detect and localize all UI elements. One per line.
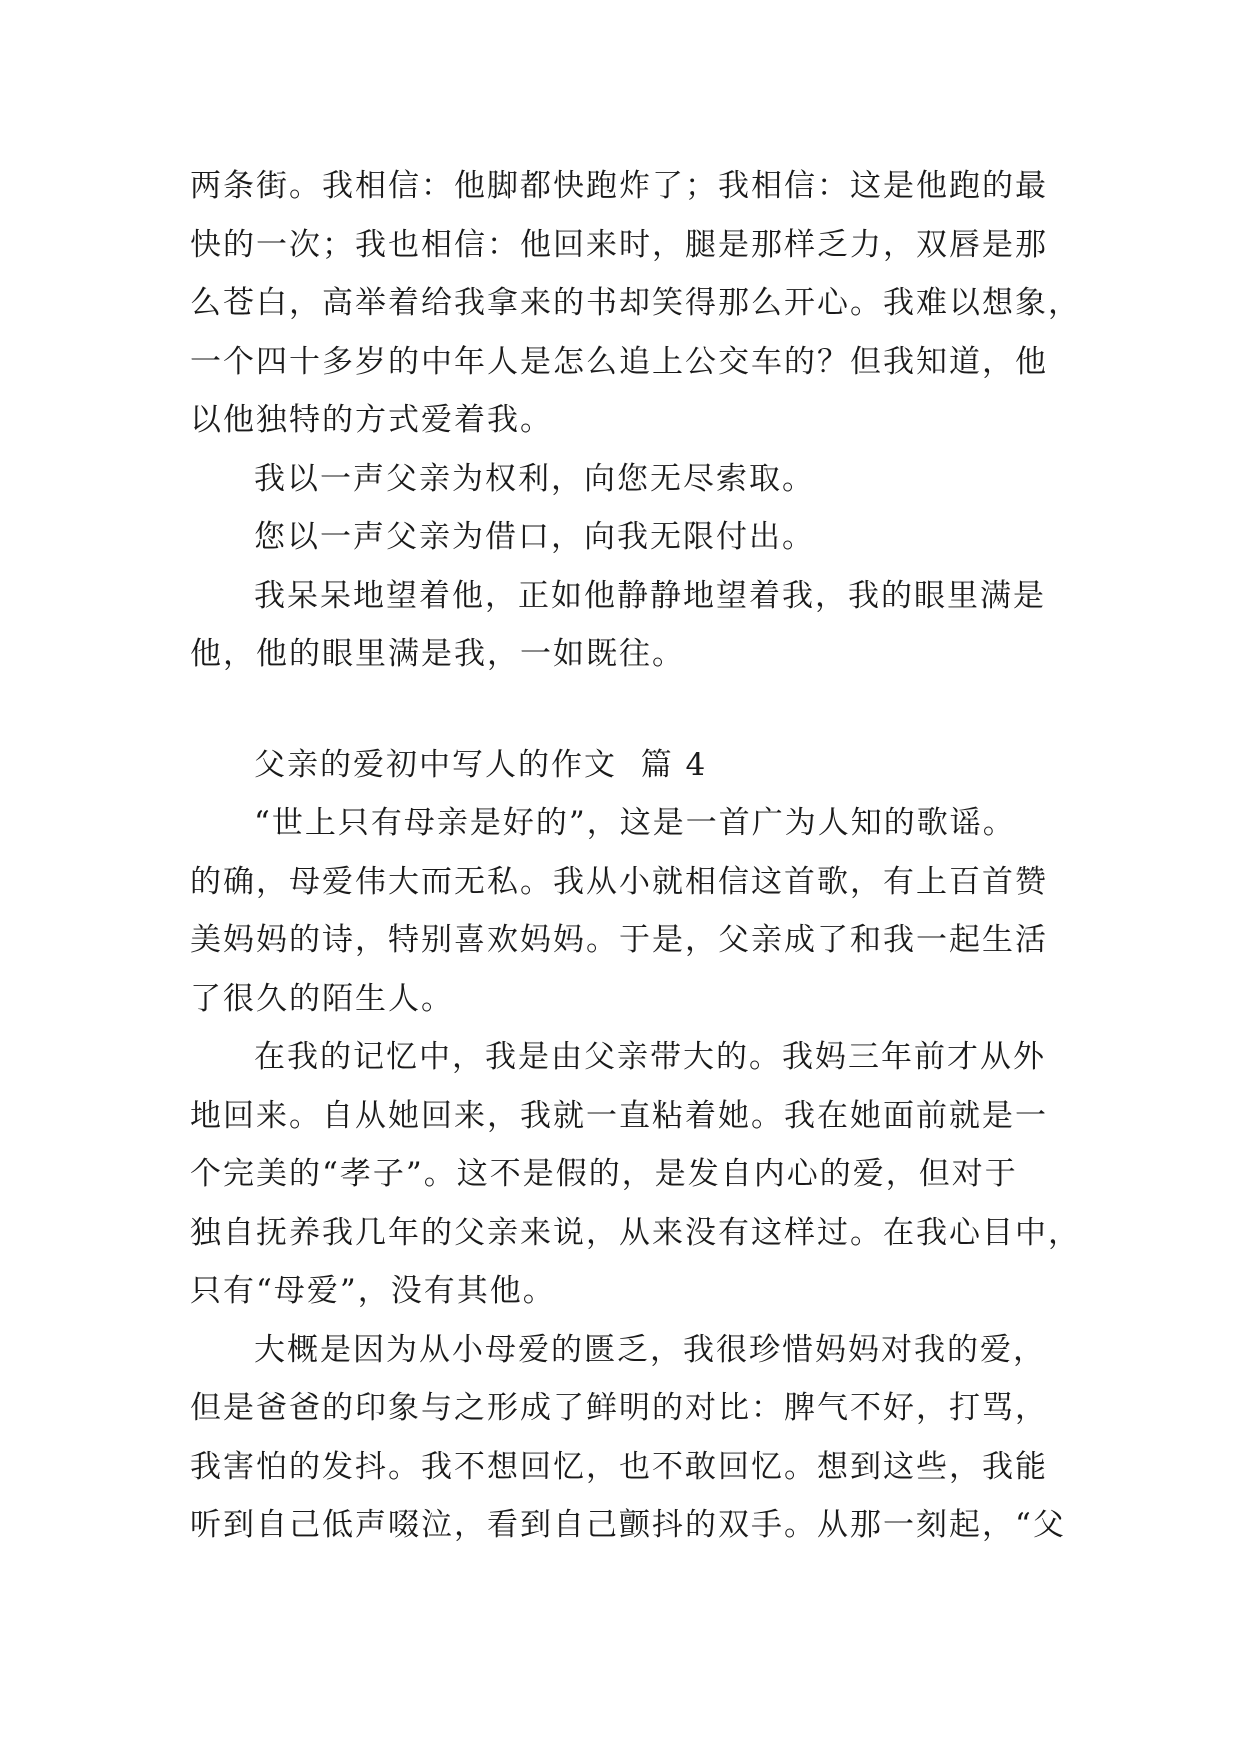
paragraph-line: 么苍白，高举着给我拿来的书却笑得那么开心。我难以想象，: [190, 285, 1081, 321]
paragraph-line: 了很久的陌生人。: [190, 980, 454, 1017]
paragraph-line: 个完美的“孝子”。这不是假的，是发自内心的爱，但对于: [190, 1156, 1018, 1192]
paragraph-line: 独自抚养我几年的父亲来说，从来没有这样过。在我心目中，: [190, 1214, 1081, 1251]
paragraph-line: 美妈妈的诗，特别喜欢妈妈。于是，父亲成了和我一起生活: [190, 922, 1048, 958]
paragraph-line: 听到自己低声啜泣，看到自己颤抖的双手。从那一刻起，“父: [190, 1507, 1066, 1543]
text-block-top: [190, 157, 1081, 684]
paragraph-line: 快的一次；我也相信：他回来时，腿是那样乏力，双唇是那: [190, 226, 1048, 263]
text-block-bottom: [190, 794, 1081, 1555]
section-heading-block: [190, 736, 1050, 795]
paragraph-line: 我害怕的发抖。我不想回忆，也不敢回忆。想到这些，我能: [190, 1448, 1048, 1485]
paragraph-line: 地回来。自从她回来，我就一直粘着她。我在她面前就是一: [190, 1097, 1048, 1134]
paragraph-line: 他，他的眼里满是我，一如既往。: [190, 636, 685, 672]
section-heading: 父亲的爱初中写人的作文 篇 4: [254, 747, 708, 783]
paragraph-line: 以他独特的方式爱着我。: [190, 402, 553, 438]
paragraph-line: 两条街。我相信：他脚都快跑炸了；我相信：这是他跑的最: [190, 168, 1048, 204]
paragraph-line: 在我的记忆中，我是由父亲带大的。我妈三年前才从外: [254, 1039, 1046, 1075]
paragraph-line: “世上只有母亲是好的”，这是一首广为人知的歌谣。: [254, 805, 1016, 841]
paragraph-line: 一个四十多岁的中年人是怎么追上公交车的？但我知道，他: [190, 343, 1048, 380]
paragraph-line: 我以一声父亲为权利，向您无尽索取。: [254, 460, 815, 497]
paragraph-line: 大概是因为从小母爱的匮乏，我很珍惜妈妈对我的爱，: [254, 1331, 1046, 1368]
paragraph-line: 只有“母爱”，没有其他。: [190, 1273, 556, 1309]
paragraph-line: 的确，母爱伟大而无私。我从小就相信这首歌，有上百首赞: [190, 863, 1048, 900]
paragraph-line: 您以一声父亲为借口，向我无限付出。: [254, 519, 815, 555]
paragraph-line: 我呆呆地望着他，正如他静静地望着我，我的眼里满是: [254, 577, 1046, 614]
paragraph-line: 但是爸爸的印象与之形成了鲜明的对比：脾气不好，打骂，: [190, 1390, 1048, 1426]
